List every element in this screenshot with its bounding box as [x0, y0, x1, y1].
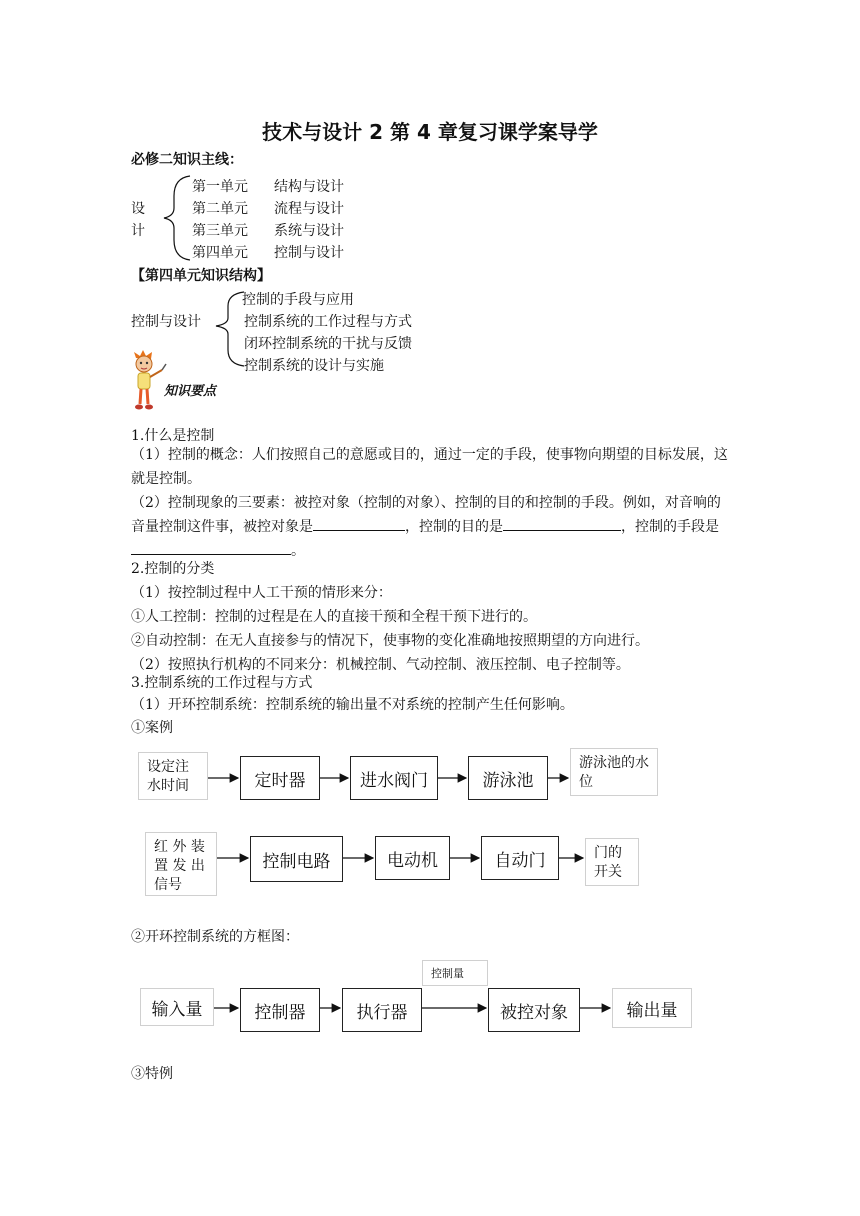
d3-actuator: 执行器 [342, 988, 422, 1032]
d1-timer: 定时器 [240, 756, 320, 800]
sec3-open-loop: （1）开环控制系统：控制系统的输出量不对系统的控制产生任何影响。 [131, 697, 574, 713]
d3-controlled-object: 被控对象 [488, 988, 580, 1032]
unit-2: 第二单元 流程与设计 [192, 201, 344, 217]
block-diagram-label: ②开环控制系统的方框图： [131, 929, 299, 945]
sec2-line-1: （1）按控制过程中人工干预的情形来分： [131, 585, 392, 601]
sec2-line-2: ①人工控制：控制的过程是在人的直接干预和全程干预下进行的。 [131, 609, 537, 625]
unit-3: 第三单元 系统与设计 [192, 223, 344, 239]
sec2-line-3: ②自动控制：在无人直接参与的情况下，使事物的变化准确地按照期望的方向进行。 [131, 633, 649, 649]
sec1-concept: （1）控制的概念：人们按照自己的意愿或目的，通过一定的手段，使事物向期望的目标发展，这就是控制。 [131, 447, 728, 487]
brace-label-ji: 计 [131, 223, 145, 239]
unit4-item-3: 闭环控制系统的干扰与反馈 [244, 336, 412, 352]
d2-auto-door: 自动门 [481, 836, 559, 880]
d3-controller: 控制器 [240, 988, 320, 1032]
sec2-line-4: （2）按照执行机构的不同来分：机械控制、气动控制、液压控制、电子控制等。 [131, 657, 630, 673]
d2-output: 门的开关 [585, 838, 639, 886]
d3-input: 输入量 [140, 988, 214, 1026]
brace-label-she: 设 [131, 201, 145, 217]
unit4-heading: 【第四单元知识结构】 [131, 268, 271, 284]
unit4-item-2: 控制系统的工作过程与方式 [244, 314, 412, 330]
sec1-three-elements: （2）控制现象的三要素：被控对象（控制的对象）、控制的目的和控制的手段。例如，对音响的音量控制这件事，被控对象是 ，控制的目的是 ，控制的手段是。 [131, 495, 721, 559]
d1-pool: 游泳池 [468, 756, 548, 800]
sec1-heading: 1.什么是控制 [131, 428, 215, 444]
d2-input: 红 外 装置 发 出信号 [145, 832, 217, 896]
sec3-heading: 3.控制系统的工作过程与方式 [131, 675, 313, 691]
page-title: 技术与设计 2 第 4 章复习课学案导学 [262, 120, 598, 144]
unit4-root: 控制与设计 [131, 314, 201, 330]
d3-control-quantity: 控制量 [422, 960, 488, 986]
d1-output: 游泳池的水位 [570, 748, 658, 796]
main-line-heading: 必修二知识主线： [131, 152, 243, 168]
d2-motor: 电动机 [375, 836, 450, 880]
d1-inlet-valve: 进水阀门 [350, 756, 438, 800]
d3-output: 输出量 [612, 988, 692, 1028]
d2-control-circuit: 控制电路 [250, 836, 343, 882]
unit4-item-4: 控制系统的设计与实施 [244, 358, 384, 374]
unit4-item-1: 控制的手段与应用 [242, 292, 354, 308]
d1-input: 设定注水时间 [138, 752, 208, 800]
unit-1: 第一单元 结构与设计 [192, 179, 344, 195]
key-points-label: 知识要点 [164, 384, 217, 399]
unit-4: 第四单元 控制与设计 [192, 245, 344, 261]
case-label: ①案例 [131, 720, 173, 736]
special-case-label: ③特例 [131, 1066, 173, 1082]
sec2-heading: 2.控制的分类 [131, 561, 215, 577]
